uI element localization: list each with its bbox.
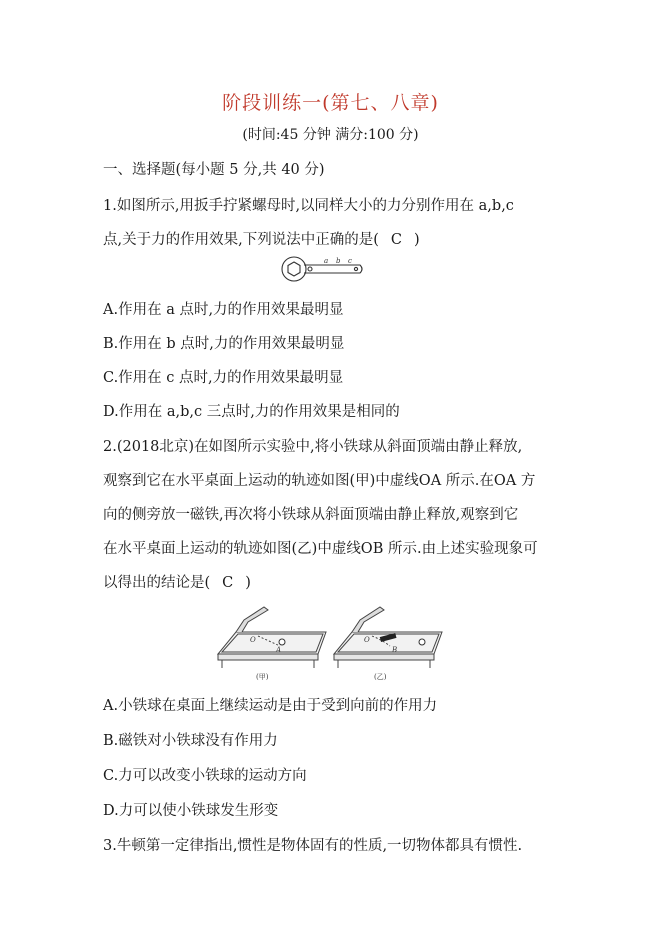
q2-stem-line4: 在水平桌面上运动的轨迹如图(乙)中虚线OB 所示.由上述实验现象可 [103,541,538,557]
q1-option-b: B.作用在 b 点时,力的作用效果最明显 [103,336,345,352]
q2-stem-line2: 观察到它在水平桌面上运动的轨迹如图(甲)中虚线OA 所示.在OA 方 [103,473,536,489]
q2-answer: C [222,575,234,591]
iron-ball-left [279,639,285,645]
table-left [218,607,326,668]
page-title: 阶段训练一(第七、八章) [222,92,439,114]
page-subtitle: (时间:45 分钟 满分:100 分) [242,127,419,143]
q2-stem-line5 [103,571,251,592]
q1-option-c: C.作用在 c 点时,力的作用效果最明显 [103,370,344,386]
wrench-label-a: a [324,257,329,265]
q1-stem-line2 [103,228,420,249]
q2-stem-line3: 向的侧旁放一磁铁,再次将小铁球从斜面顶端由静止释放,观察到它 [103,507,519,523]
wrench-figure [280,254,366,284]
q2-option-d: D.力可以使小铁球发生形变 [103,803,279,819]
label-o-left: O [250,636,256,644]
caption-yi: (乙) [374,673,387,681]
q2-option-b: B.磁铁对小铁球没有作用力 [103,733,278,749]
q1-stem-prefix: 点,关于力的作用效果,下列说法中正确的是( [103,232,379,248]
iron-ball-right [419,639,425,645]
caption-jia: (甲) [256,673,269,681]
q1-option-a: A.作用在 a 点时,力的作用效果最明显 [103,302,344,318]
q1-option-d: D.作用在 a,b,c 三点时,力的作用效果是相同的 [103,404,400,420]
wrench-label-c: c [348,257,352,265]
q1-answer: C [390,232,402,248]
q1-stem-line1: 1.如图所示,用扳手拧紧螺母时,以同样大小的力分别作用在 a,b,c [103,198,514,214]
q2-option-c: C.力可以改变小铁球的运动方向 [103,768,307,784]
label-a: A [276,646,282,654]
q2-stem-line1: 2.(2018北京)在如图所示实验中,将小铁球从斜面顶端由静止释放, [103,439,523,455]
label-o-right: O [364,636,370,644]
label-b: B [392,646,398,654]
q2-stem-prefix: 以得出的结论是( [103,575,211,591]
q2-option-a: A.小铁球在桌面上继续运动是由于受到向前的作用力 [103,698,438,714]
q2-stem-suffix: ) [245,575,251,591]
q1-stem-suffix: ) [413,232,420,248]
q3-stem-line1: 3.牛顿第一定律指出,惯性是物体固有的性质,一切物体都具有惯性. [103,838,523,854]
experiment-figure [214,602,446,684]
wrench-label-b: b [336,257,341,265]
section-heading: 一、选择题(每小题 5 分,共 40 分) [103,162,325,178]
